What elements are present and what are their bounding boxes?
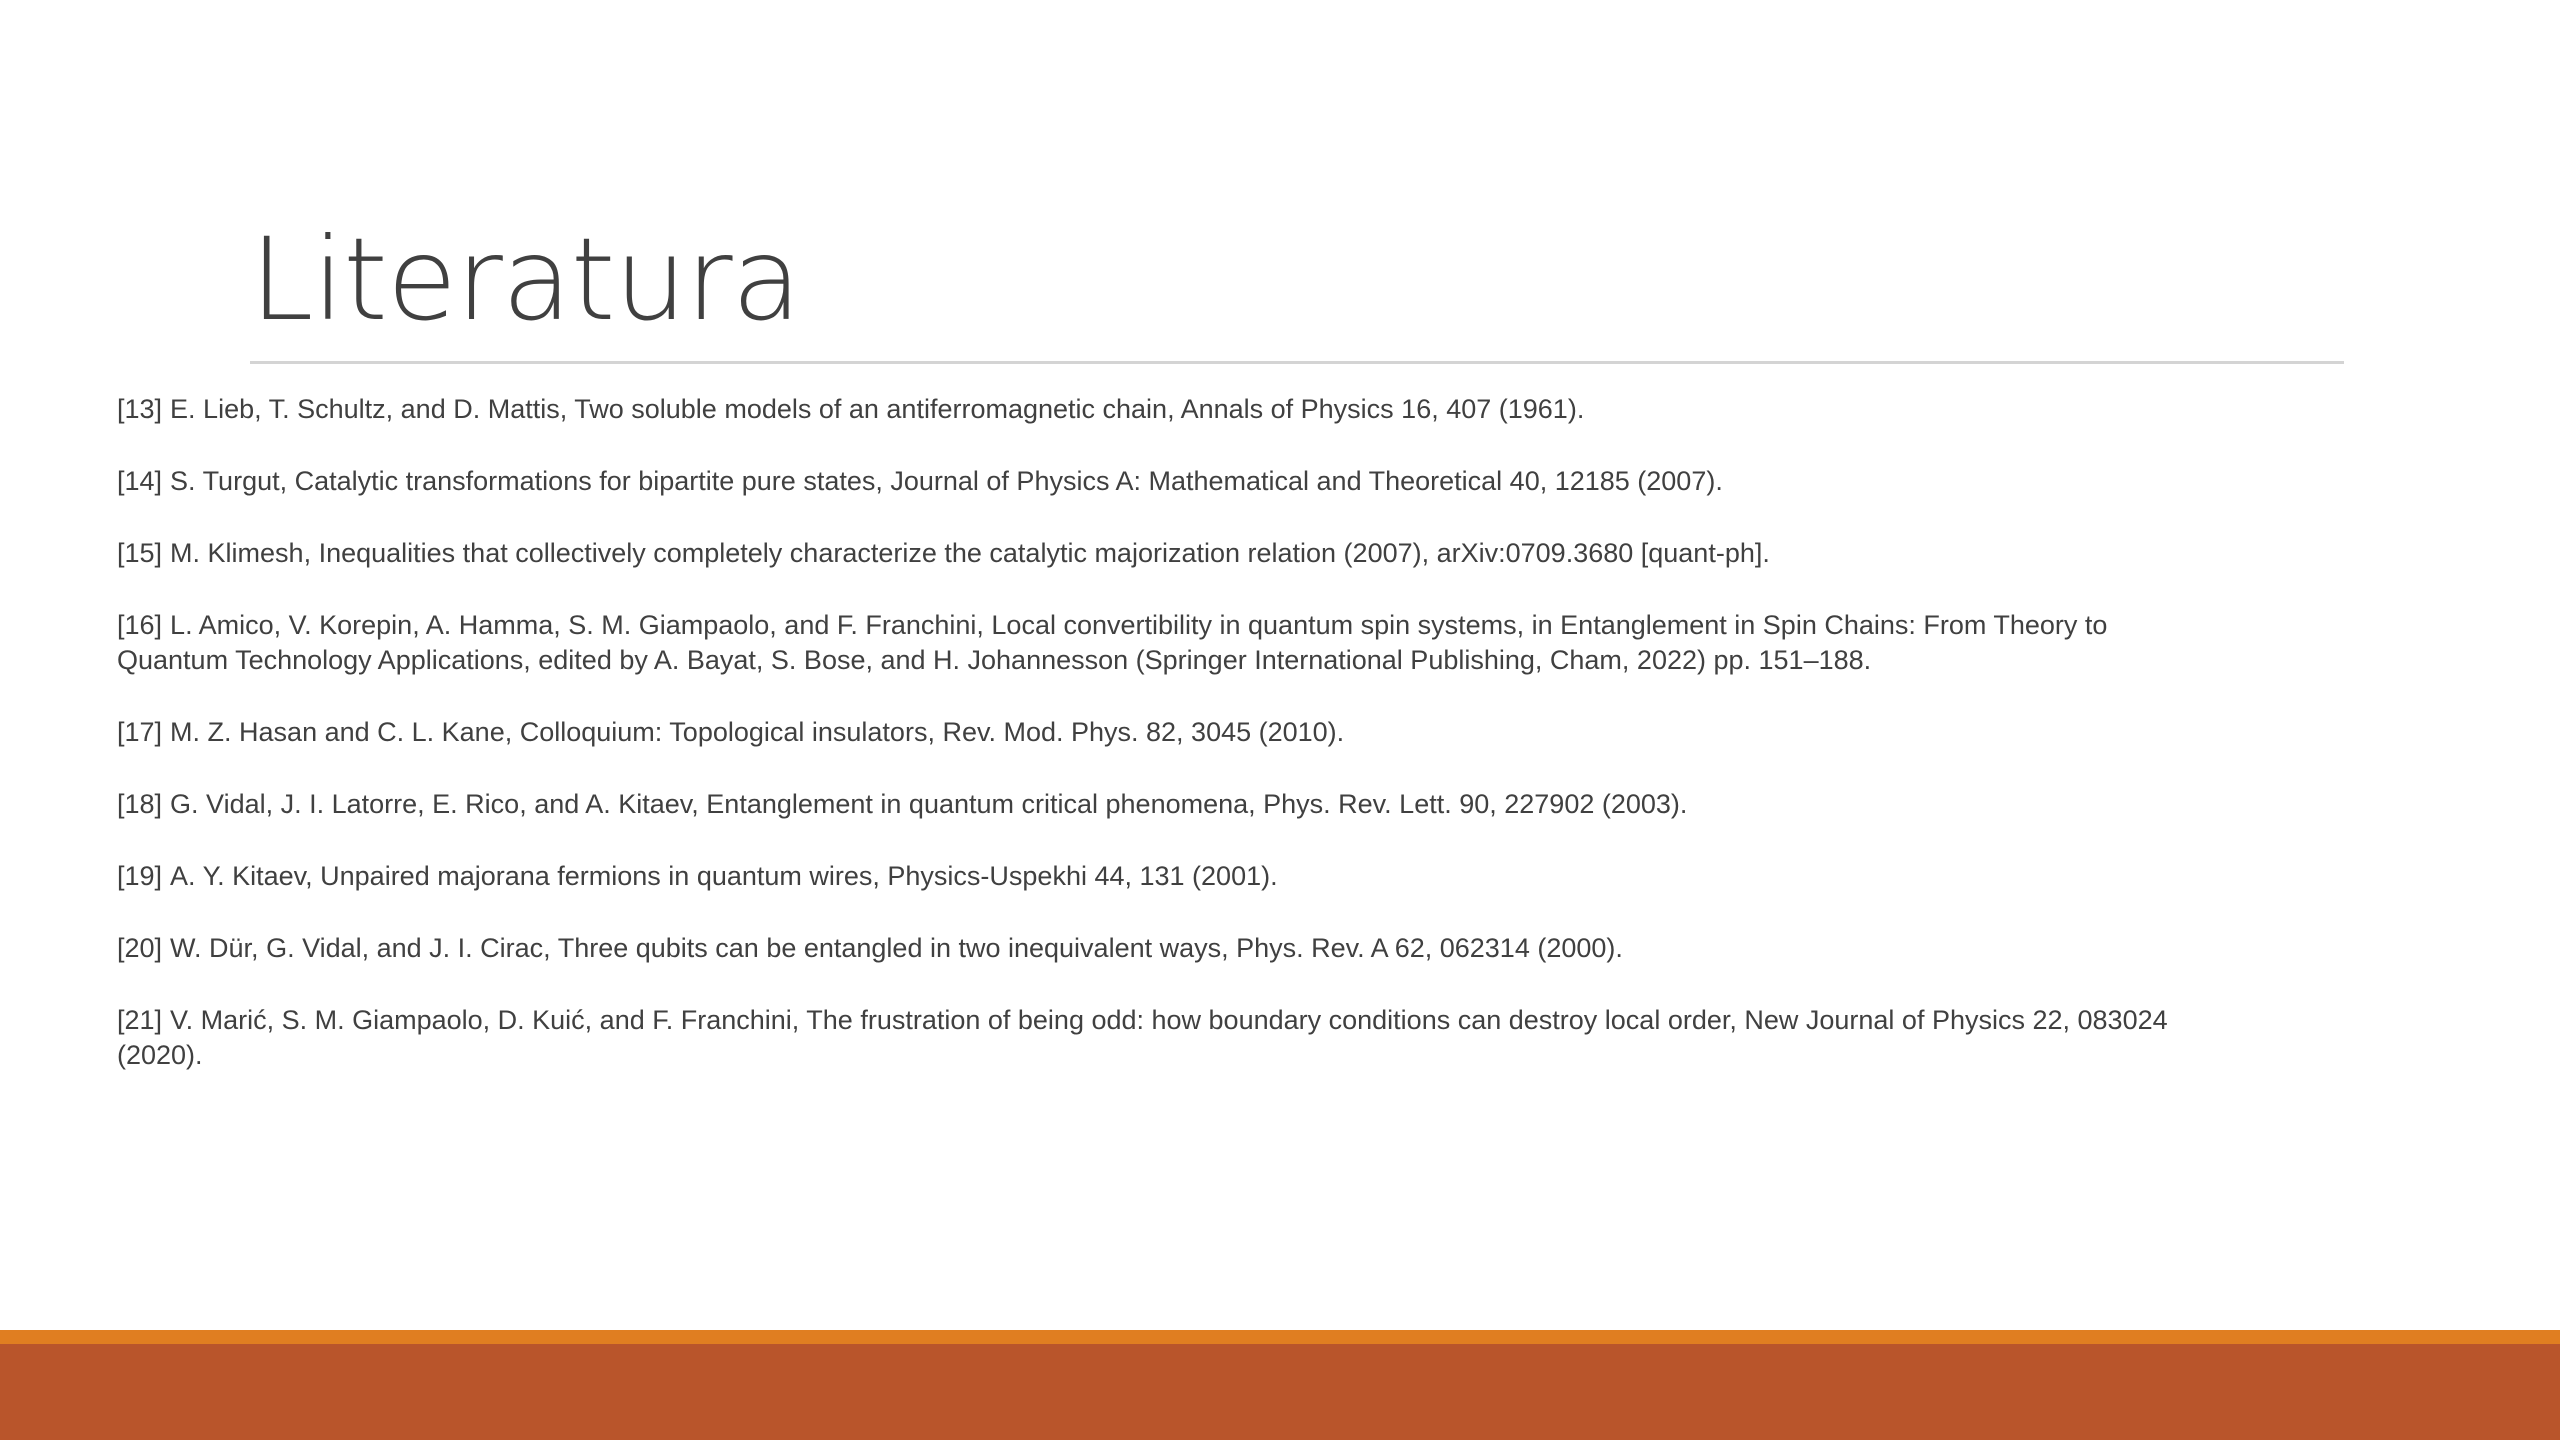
reference-text: M. Klimesh, Inequalities that collectively completely characterize the catalytic majorization relation (2007), arXiv:0709.3680 [quant-ph].	[170, 538, 1770, 568]
reference-text: G. Vidal, J. I. Latorre, E. Rico, and A. Kitaev, Entanglement in quantum critical phenomena, Phys. Rev. Lett. 90, 227902 (2003).	[170, 789, 1688, 819]
reference-number: [20]	[117, 933, 163, 963]
reference-text: M. Z. Hasan and C. L. Kane, Colloquium: Topological insulators, Rev. Mod. Phys. 82, 3045 (2010).	[170, 717, 1345, 747]
reference-number: [15]	[117, 538, 163, 568]
footer-accent-stripe	[0, 1330, 2560, 1344]
title-underline	[250, 361, 2344, 364]
reference-item	[117, 859, 2197, 894]
reference-item	[117, 608, 2197, 678]
reference-number: [18]	[117, 789, 163, 819]
reference-number: [16]	[117, 610, 163, 640]
reference-number: [17]	[117, 717, 163, 747]
reference-item	[117, 931, 2197, 966]
reference-text: E. Lieb, T. Schultz, and D. Mattis, Two soluble models of an antiferromagnetic chain, Annals of Physics 16, 407 (1961).	[170, 394, 1585, 424]
reference-item	[117, 1003, 2197, 1073]
footer-bar	[0, 1344, 2560, 1440]
reference-text: A. Y. Kitaev, Unpaired majorana fermions in quantum wires, Physics-Uspekhi 44, 131 (2001).	[170, 861, 1278, 891]
reference-item	[117, 392, 2197, 427]
reference-item	[117, 715, 2197, 750]
reference-number: [19]	[117, 861, 163, 891]
reference-text: W. Dür, G. Vidal, and J. I. Cirac, Three qubits can be entangled in two inequivalent ways, Phys. Rev. A 62, 062314 (2000).	[170, 933, 1623, 963]
reference-number: [21]	[117, 1005, 163, 1035]
reference-number: [13]	[117, 394, 163, 424]
reference-item	[117, 536, 2197, 571]
reference-number: [14]	[117, 466, 163, 496]
reference-text: V. Marić, S. M. Giampaolo, D. Kuić, and F. Franchini, The frustration of being odd: how boundary conditions can destroy local order, New Journal of Physics 22, 083024 (2020).	[117, 1005, 2168, 1070]
reference-text: S. Turgut, Catalytic transformations for bipartite pure states, Journal of Physics A: Mathematical and Theoretical 40, 12185 (2007).	[170, 466, 1723, 496]
reference-list	[117, 392, 2197, 1110]
reference-item	[117, 787, 2197, 822]
slide-title: Literatura	[250, 213, 801, 346]
reference-text: L. Amico, V. Korepin, A. Hamma, S. M. Giampaolo, and F. Franchini, Local convertibility in quantum spin systems, in Entanglement in Spin Chains: From Theory to Quantum Technology Applications, edited by A. Bayat, S. Bose, and H. Johannesson (Springer International Publishing, Cham, 2022) pp. 151–188.	[117, 610, 2108, 675]
reference-item	[117, 464, 2197, 499]
